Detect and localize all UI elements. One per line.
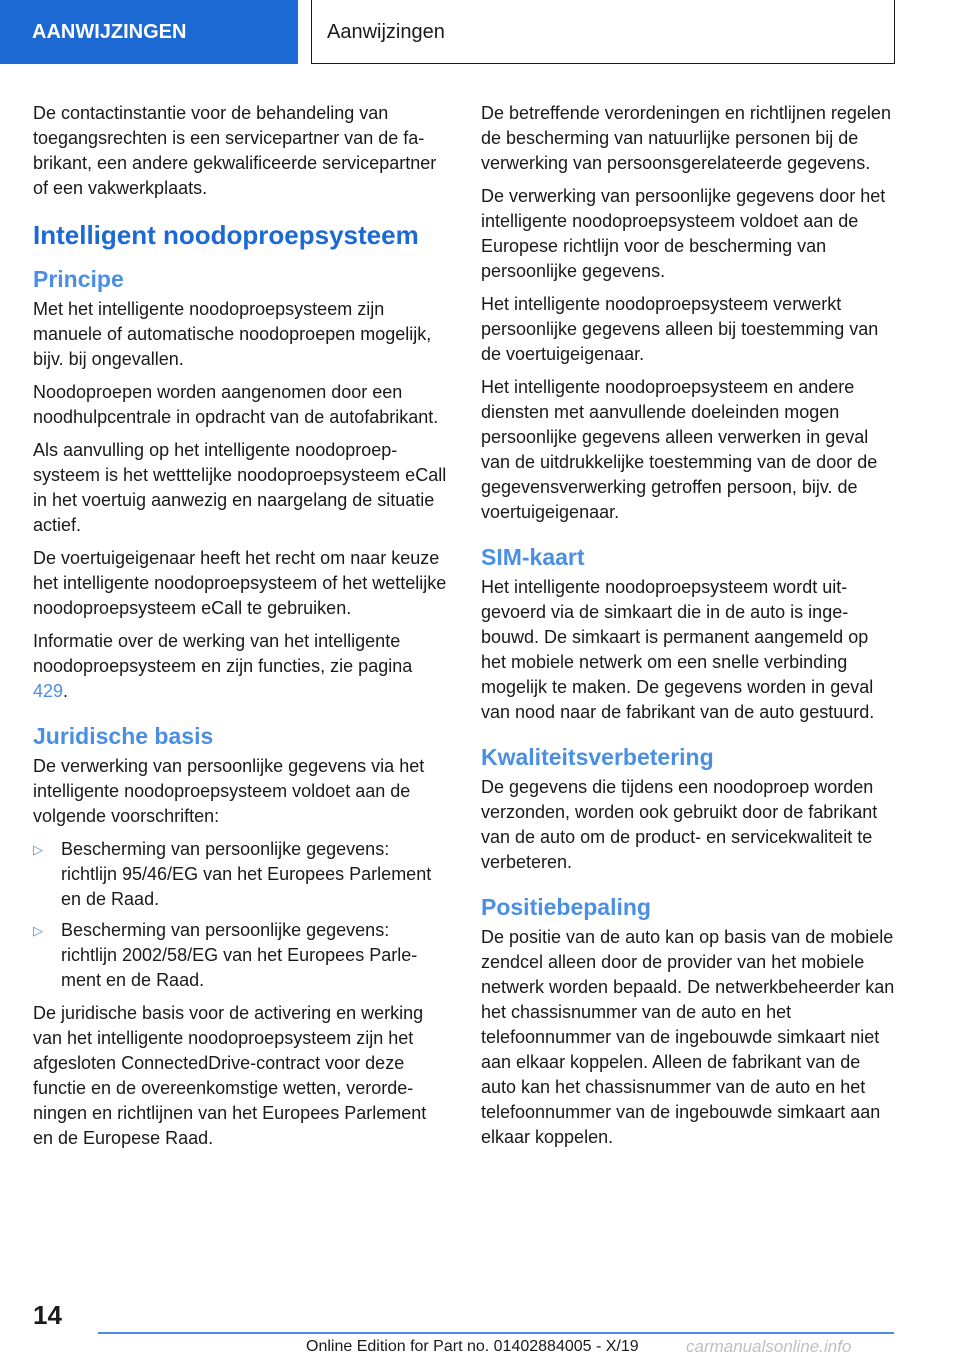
header-tab: AANWIJZINGEN	[0, 0, 298, 64]
principe-heading: Principe	[33, 266, 124, 292]
intro-paragraph: De contactinstantie voor de behandeling van toegangsrechten is een servicepartner van de fabrikant, een andere gekwalificeerde servicepartner of een vakwerkplaats.	[33, 103, 437, 198]
footer-divider	[98, 1332, 894, 1334]
page-ref-link[interactable]: 429	[33, 681, 64, 701]
right-column	[481, 101, 897, 1158]
paragraph: Met het intelligente noodoproepsysteem zijn manuele of automatische noodoproepen mogelijk, bijv. bij ongevallen.	[33, 299, 432, 369]
paragraph: De positie van de auto kan op basis van de mobiele zendcel alleen door de provider van het mobiele netwerk worden bepaald. De netwerkbeheerder kan het chassisnummer van de auto en het telefoonnummer van de ingebouwde simkaart niet aan elkaar koppelen. Alleen de fabrikant van de auto kan het chassisnummer van de auto en het telefoonnummer van de ingebouwde simkaart aan elkaar koppelen.	[481, 927, 895, 1147]
kwaliteitsverbetering-heading: Kwaliteitsverbetering	[481, 744, 714, 770]
paragraph-end: .	[63, 681, 69, 701]
list-item	[33, 918, 449, 993]
triangle-bullet-icon: ▷	[33, 923, 43, 938]
paragraph: De gegevens die tijdens een noodoproep worden verzonden, worden ook gebruikt door de fabrikant van de auto om de product- en servicekwaliteit te verbeteren.	[481, 777, 878, 872]
list-item	[33, 837, 449, 912]
positiebepaling-heading: Positiebepaling	[481, 894, 651, 920]
paragraph: Het intelligente noodoproepsysteem en andere diensten met aanvullende doeleinden mogen persoonlijke gegevens alleen verwerken in geval van de uitdrukkelijke toestemming van de door de gegevensverwerking getroffen persoon, bijv. de voertuigeigenaar.	[481, 377, 878, 522]
paragraph-with-page-ref	[33, 629, 449, 704]
triangle-bullet-icon: ▷	[33, 842, 43, 857]
paragraph: De juridische basis voor de activering en werking van het intelligente noodoproepsysteem zijn het afgesloten ConnectedDrive-contract voor deze functie en de overeenkomstige wetten, verordeningen en richtlijnen van het Europees Parlement en de Europese Raad.	[33, 1003, 427, 1148]
paragraph: Het intelligente noodoproepsysteem verwerkt persoonlijke gegevens alleen bij toestemming van de voertuigeigenaar.	[481, 294, 879, 364]
paragraph: De verwerking van persoonlijke gegevens via het intelligente noodoproepsysteem voldoet aan de volgende voorschriften:	[33, 756, 425, 826]
juridische-basis-heading: Juridische basis	[33, 723, 214, 749]
left-column	[33, 101, 449, 1159]
list-item-text: Bescherming van persoonlijke gegevens: richtlijn 2002/58/EG van het Europees Parlement en de Raad.	[61, 920, 418, 990]
bullet-list	[33, 837, 449, 993]
watermark: carmanualsonline.info	[686, 1337, 852, 1356]
paragraph: Noodoproepen worden aangenomen door een noodhulpcentrale in opdracht van de autofabrikant.	[33, 382, 439, 427]
paragraph: Het intelligente noodoproepsysteem wordt uitgevoerd via de simkaart die in de auto is ingebouwd. De simkaart is permanent aangemeld op het mobiele netwerk om een snelle verbinding mogelijk te maken. De gegevens worden in geval van nood naar de fabrikant van de auto gestuurd.	[481, 577, 875, 722]
paragraph-text: Informatie over de werking van het intelligente noodoproepsysteem en zijn functies, zie pagina	[33, 631, 413, 676]
paragraph: De voertuigeigenaar heeft het recht om naar keuze het intelligente noodoproepsysteem of het wettelijke noodoproepsysteem eCall te gebruiken.	[33, 548, 447, 618]
footer-edition-text: Online Edition for Part no. 01402884005 - X/19	[306, 1338, 639, 1355]
list-item-text: Bescherming van persoonlijke gegevens: richtlijn 95/46/EG van het Europees Parlement en de Raad.	[61, 839, 432, 909]
page-number: 14	[33, 1300, 62, 1330]
paragraph: De verwerking van persoonlijke gegevens door het intelligente noodoproepsysteem voldoet aan de Europese richtlijn voor de bescherming van persoonlijke gegevens.	[481, 186, 886, 281]
header-section-title: Aanwijzingen	[311, 0, 895, 64]
paragraph: De betreffende verordeningen en richtlijnen regelen de bescherming van natuurlijke personen bij de verwerking van persoonsgerelateerde gegevens.	[481, 103, 891, 173]
main-heading: Intelligent noodoproepsysteem	[33, 220, 419, 250]
paragraph: Als aanvulling op het intelligente noodoproepsysteem is het wetttelijke noodoproepsysteem eCall in het voertuig aanwezig en naargelang de situatie actief.	[33, 440, 447, 535]
sim-kaart-heading: SIM-kaart	[481, 544, 585, 570]
